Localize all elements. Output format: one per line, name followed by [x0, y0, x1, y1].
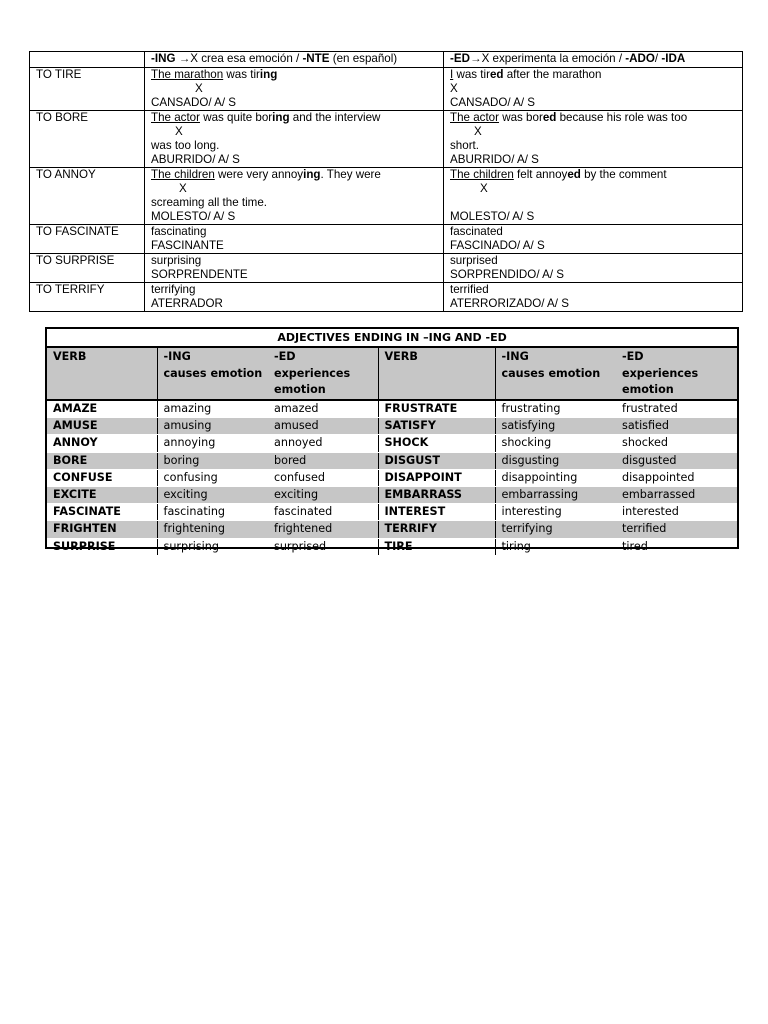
ing-adjective-cell: disgusting: [495, 452, 616, 469]
ing-adjective-cell: fascinating: [157, 504, 268, 521]
verb-cell: AMAZE: [47, 400, 157, 418]
ed-word-cell: surprised SORPRENDIDO/ A/ S: [444, 254, 743, 283]
grammar-row-surprise: [30, 254, 743, 283]
ing-adjective-cell: shocking: [495, 435, 616, 452]
adjectives-table-body: [47, 400, 737, 555]
verb-cell: TO FASCINATE: [30, 225, 145, 254]
grammar-row-terrify: [30, 283, 743, 312]
verb-cell: TO BORE: [30, 111, 145, 168]
adjectives-title-row: [47, 329, 737, 347]
verb-cell: TO TERRIFY: [30, 283, 145, 312]
grammar-row-bore: [30, 111, 743, 168]
ed-adjective-cell: confused: [268, 469, 378, 486]
grammar-row-tire: [30, 68, 743, 111]
adjective-row: [47, 504, 737, 521]
adjective-row: [47, 400, 737, 418]
verb-cell: TO TIRE: [30, 68, 145, 111]
ing-word-cell: fascinating FASCINANTE: [145, 225, 444, 254]
header-ed: -ED experiences emotion: [616, 347, 737, 400]
ing-adjective-cell: frustrating: [495, 400, 616, 418]
adjective-row: [47, 486, 737, 503]
verb-cell: EXCITE: [47, 486, 157, 503]
ing-adjective-cell: interesting: [495, 504, 616, 521]
ing-adjective-cell: exciting: [157, 486, 268, 503]
verb-cell: TO SURPRISE: [30, 254, 145, 283]
grammar-row-annoy: [30, 168, 743, 225]
ed-word-cell: terrified ATERRORIZADO/ A/ S: [444, 283, 743, 312]
ed-adjective-cell: disappointed: [616, 469, 737, 486]
adjective-row: [47, 435, 737, 452]
adjective-row: [47, 452, 737, 469]
ing-adjective-cell: satisfying: [495, 418, 616, 435]
verb-cell: FRUSTRATE: [378, 400, 495, 418]
header-ing: -ING causes emotion: [157, 347, 268, 400]
ing-word-cell: surprising SORPRENDENTE: [145, 254, 444, 283]
ed-adjective-cell: exciting: [268, 486, 378, 503]
header-ing-cell: -ING →X crea esa emoción / -NTE (en español): [145, 52, 444, 68]
ed-adjective-cell: shocked: [616, 435, 737, 452]
verb-cell: DISGUST: [378, 452, 495, 469]
ed-adjective-cell: embarrassed: [616, 486, 737, 503]
verb-cell: FASCINATE: [47, 504, 157, 521]
ing-example-cell: The children were very annoying. They were X screaming all the time. MOLESTO/ A/ S: [145, 168, 444, 225]
ing-adjective-cell: disappointing: [495, 469, 616, 486]
ed-adjective-cell: frightened: [268, 521, 378, 538]
header-ing: -ING causes emotion: [495, 347, 616, 400]
ing-adjective-cell: embarrassing: [495, 486, 616, 503]
grammar-row-fascinate: [30, 225, 743, 254]
ing-adjective-cell: boring: [157, 452, 268, 469]
adjective-row: [47, 469, 737, 486]
ed-adjective-cell: fascinated: [268, 504, 378, 521]
verb-cell: TO ANNOY: [30, 168, 145, 225]
verb-cell: AMUSE: [47, 418, 157, 435]
header-ed: -ED experiences emotion: [268, 347, 378, 400]
ed-adjective-cell: amused: [268, 418, 378, 435]
ing-adjective-cell: amusing: [157, 418, 268, 435]
verb-cell: DISAPPOINT: [378, 469, 495, 486]
verb-cell: BORE: [47, 452, 157, 469]
grammar-header-row: [30, 52, 743, 68]
header-verb: VERB: [47, 347, 157, 400]
ed-adjective-cell: surprised: [268, 538, 378, 555]
verb-cell: EMBARRASS: [378, 486, 495, 503]
adjective-row: [47, 538, 737, 555]
adjectives-header-row: [47, 347, 737, 400]
verb-cell: CONFUSE: [47, 469, 157, 486]
ing-adjective-cell: frightening: [157, 521, 268, 538]
verb-cell: FRIGHTEN: [47, 521, 157, 538]
ed-adjective-cell: terrified: [616, 521, 737, 538]
ing-adjective-cell: amazing: [157, 400, 268, 418]
ed-word-cell: fascinated FASCINADO/ A/ S: [444, 225, 743, 254]
ed-adjective-cell: disgusted: [616, 452, 737, 469]
emotion-grammar-table: [29, 51, 743, 312]
verb-cell: TIRE: [378, 538, 495, 555]
ed-adjective-cell: tired: [616, 538, 737, 555]
ed-adjective-cell: bored: [268, 452, 378, 469]
verb-cell: ANNOY: [47, 435, 157, 452]
verb-cell: SATISFY: [378, 418, 495, 435]
ing-adjective-cell: surprising: [157, 538, 268, 555]
ing-word-cell: terrifying ATERRADOR: [145, 283, 444, 312]
adjectives-table-frame: [45, 327, 739, 553]
ed-example-cell: The children felt annoyed by the comment X MOLESTO/ A/ S: [444, 168, 743, 225]
adjective-row: [47, 521, 737, 538]
verb-cell: SHOCK: [378, 435, 495, 452]
ing-adjective-cell: confusing: [157, 469, 268, 486]
header-ed-cell: -ED→X experimenta la emoción / -ADO/ -IDA: [444, 52, 743, 68]
ed-adjective-cell: satisfied: [616, 418, 737, 435]
adjective-row: [47, 418, 737, 435]
ing-adjective-cell: annoying: [157, 435, 268, 452]
ed-adjective-cell: interested: [616, 504, 737, 521]
verb-cell: SURPRISE: [47, 538, 157, 555]
ing-adjective-cell: terrifying: [495, 521, 616, 538]
ed-example-cell: The actor was bored because his role was too X short. ABURRIDO/ A/ S: [444, 111, 743, 168]
ed-example-cell: I was tired after the marathon X CANSADO/ A/ S: [444, 68, 743, 111]
ed-adjective-cell: amazed: [268, 400, 378, 418]
ed-adjective-cell: annoyed: [268, 435, 378, 452]
header-verb: VERB: [378, 347, 495, 400]
adjectives-table: [47, 329, 737, 556]
ing-adjective-cell: tiring: [495, 538, 616, 555]
verb-cell: INTEREST: [378, 504, 495, 521]
ing-example-cell: The marathon was tiring X CANSADO/ A/ S: [145, 68, 444, 111]
ing-example-cell: The actor was quite boring and the interview X was too long. ABURRIDO/ A/ S: [145, 111, 444, 168]
verb-cell: TERRIFY: [378, 521, 495, 538]
ed-adjective-cell: frustrated: [616, 400, 737, 418]
adjectives-table-title: ADJECTIVES ENDING IN –ING AND -ED: [47, 329, 737, 347]
header-empty-cell: [30, 52, 145, 68]
